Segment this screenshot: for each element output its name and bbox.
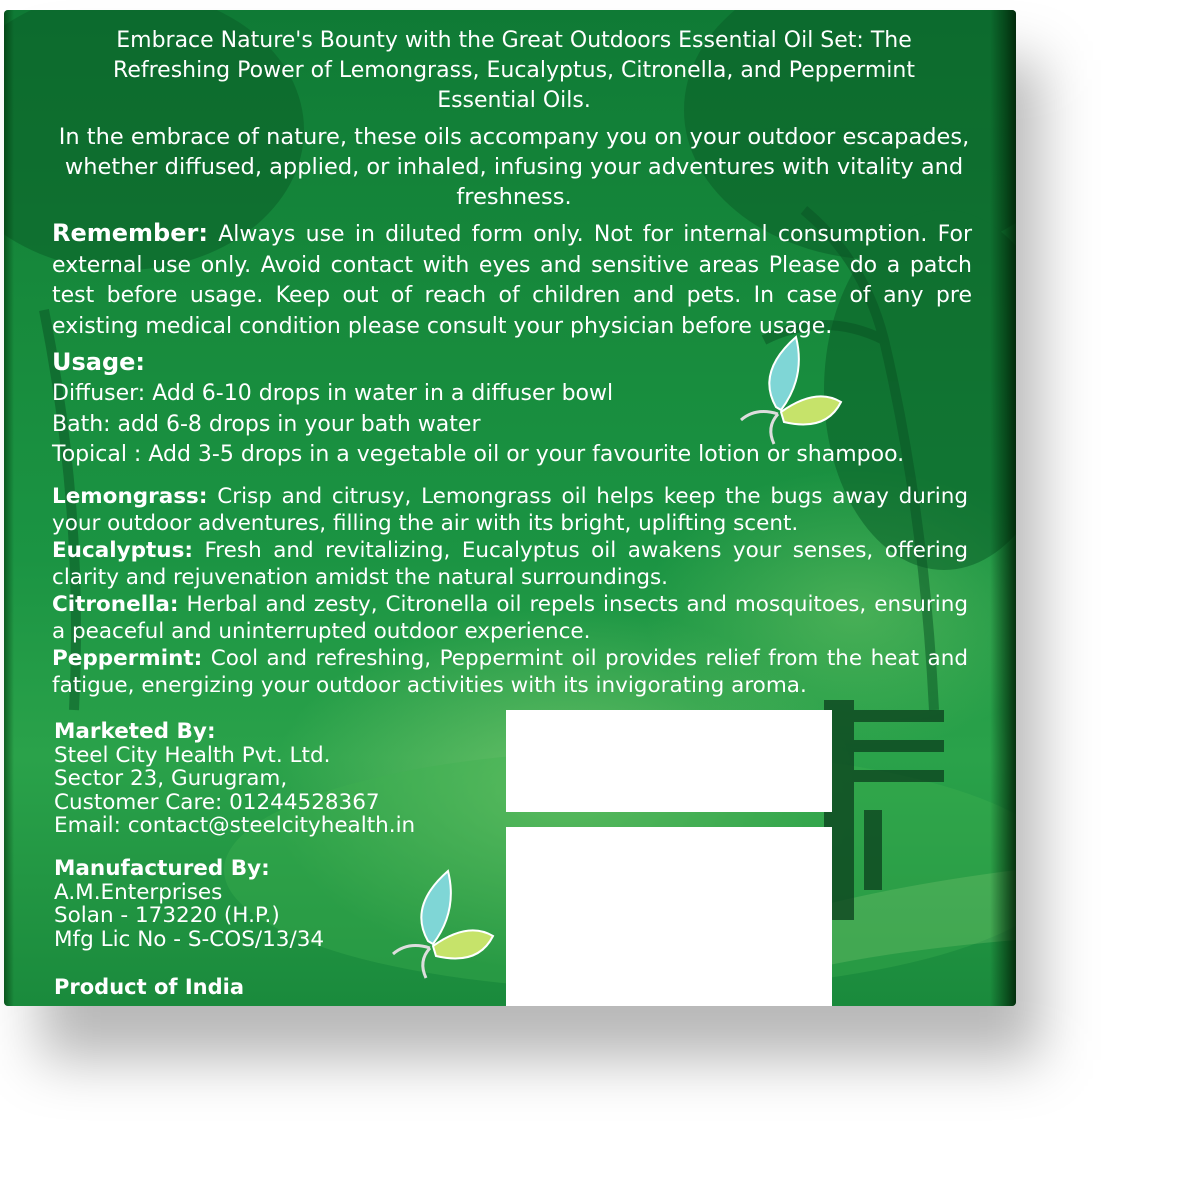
oil-description: Herbal and zesty, Citronella oil repels insects and mosquitoes, ensuring a peaceful and uninterrupted outdoor experience. — [52, 592, 968, 644]
butterfly-logo-icon — [736, 332, 846, 452]
blank-label-top — [506, 710, 832, 812]
oil-peppermint — [52, 645, 968, 699]
manufactured-line: Mfg Lic No - S-COS/13/34 — [54, 926, 325, 952]
intro-body: In the embrace of nature, these oils accompany you on your outdoor escapades, whether diffused, applied, or inhaled, infusing your adventures with vitality and freshness. — [58, 124, 970, 210]
marketed-line: Sector 23, Gurugram, — [54, 766, 288, 791]
intro-headline: Embrace Nature's Bounty with the Great Outdoors Essential Oil Set: The Refreshing Power of Lemongrass, Eucalyptus, Citronella, and Peppermint Essential Oils. — [113, 28, 915, 113]
remember-section — [52, 218, 972, 342]
marketed-line: Email: contact@steelcityhealth.in — [54, 813, 416, 838]
butterfly-logo-icon — [388, 866, 498, 986]
oil-lemongrass — [52, 483, 968, 537]
manufactured-line: Solan - 173220 (H.P.) — [54, 903, 280, 928]
oil-name: Citronella: — [52, 592, 179, 617]
oil-description: Cool and refreshing, Peppermint oil provides relief from the heat and fatigue, energizing your outdoor activities with its invigorating aroma. — [52, 646, 968, 698]
marketed-by-section — [54, 720, 494, 838]
product-origin: Product of India — [54, 975, 244, 999]
box-right-edge — [990, 10, 1016, 1006]
box-left-edge — [4, 10, 14, 1006]
oil-name: Eucalyptus: — [52, 538, 193, 563]
product-box-back — [4, 10, 1016, 1006]
usage-item-topical: Topical : Add 3-5 drops in a vegetable oil or your favourite lotion or shampoo. — [52, 442, 905, 467]
oil-name: Lemongrass: — [52, 484, 208, 509]
marketed-line: Steel City Health Pvt. Ltd. — [54, 742, 331, 768]
remember-text: Always use in diluted form only. Not for internal consumption. For external use only. Avoid contact with eyes and sensitive areas Please do a patch test before usage. Keep out of reach of children and pets. In case of any pre existing medical condition please consult your physician before usage. — [52, 222, 972, 339]
manufactured-line: A.M.Enterprises — [54, 879, 223, 905]
usage-heading: Usage: — [52, 348, 146, 376]
oil-name: Peppermint: — [52, 646, 203, 671]
oil-description: Crisp and citrusy, Lemongrass oil helps keep the bugs away during your outdoor adventures, filling the air with its bright, uplifting scent. — [52, 484, 968, 536]
oil-eucalyptus — [52, 537, 968, 591]
oil-citronella — [52, 591, 968, 645]
remember-label: Remember: — [52, 219, 208, 247]
usage-item-bath: Bath: add 6-8 drops in your bath water — [52, 411, 481, 437]
blank-label-bottom — [506, 827, 832, 1006]
oil-description: Fresh and revitalizing, Eucalyptus oil awakens your senses, offering clarity and rejuvenation amidst the natural surroundings. — [52, 538, 968, 590]
oils-section — [52, 483, 968, 699]
marketed-by-heading: Marketed By: — [54, 719, 216, 744]
marketed-line: Customer Care: 01244528367 — [54, 789, 380, 815]
manufactured-by-heading: Manufactured By: — [54, 856, 270, 881]
usage-item-diffuser: Diffuser: Add 6-10 drops in water in a diffuser bowl — [52, 381, 614, 406]
